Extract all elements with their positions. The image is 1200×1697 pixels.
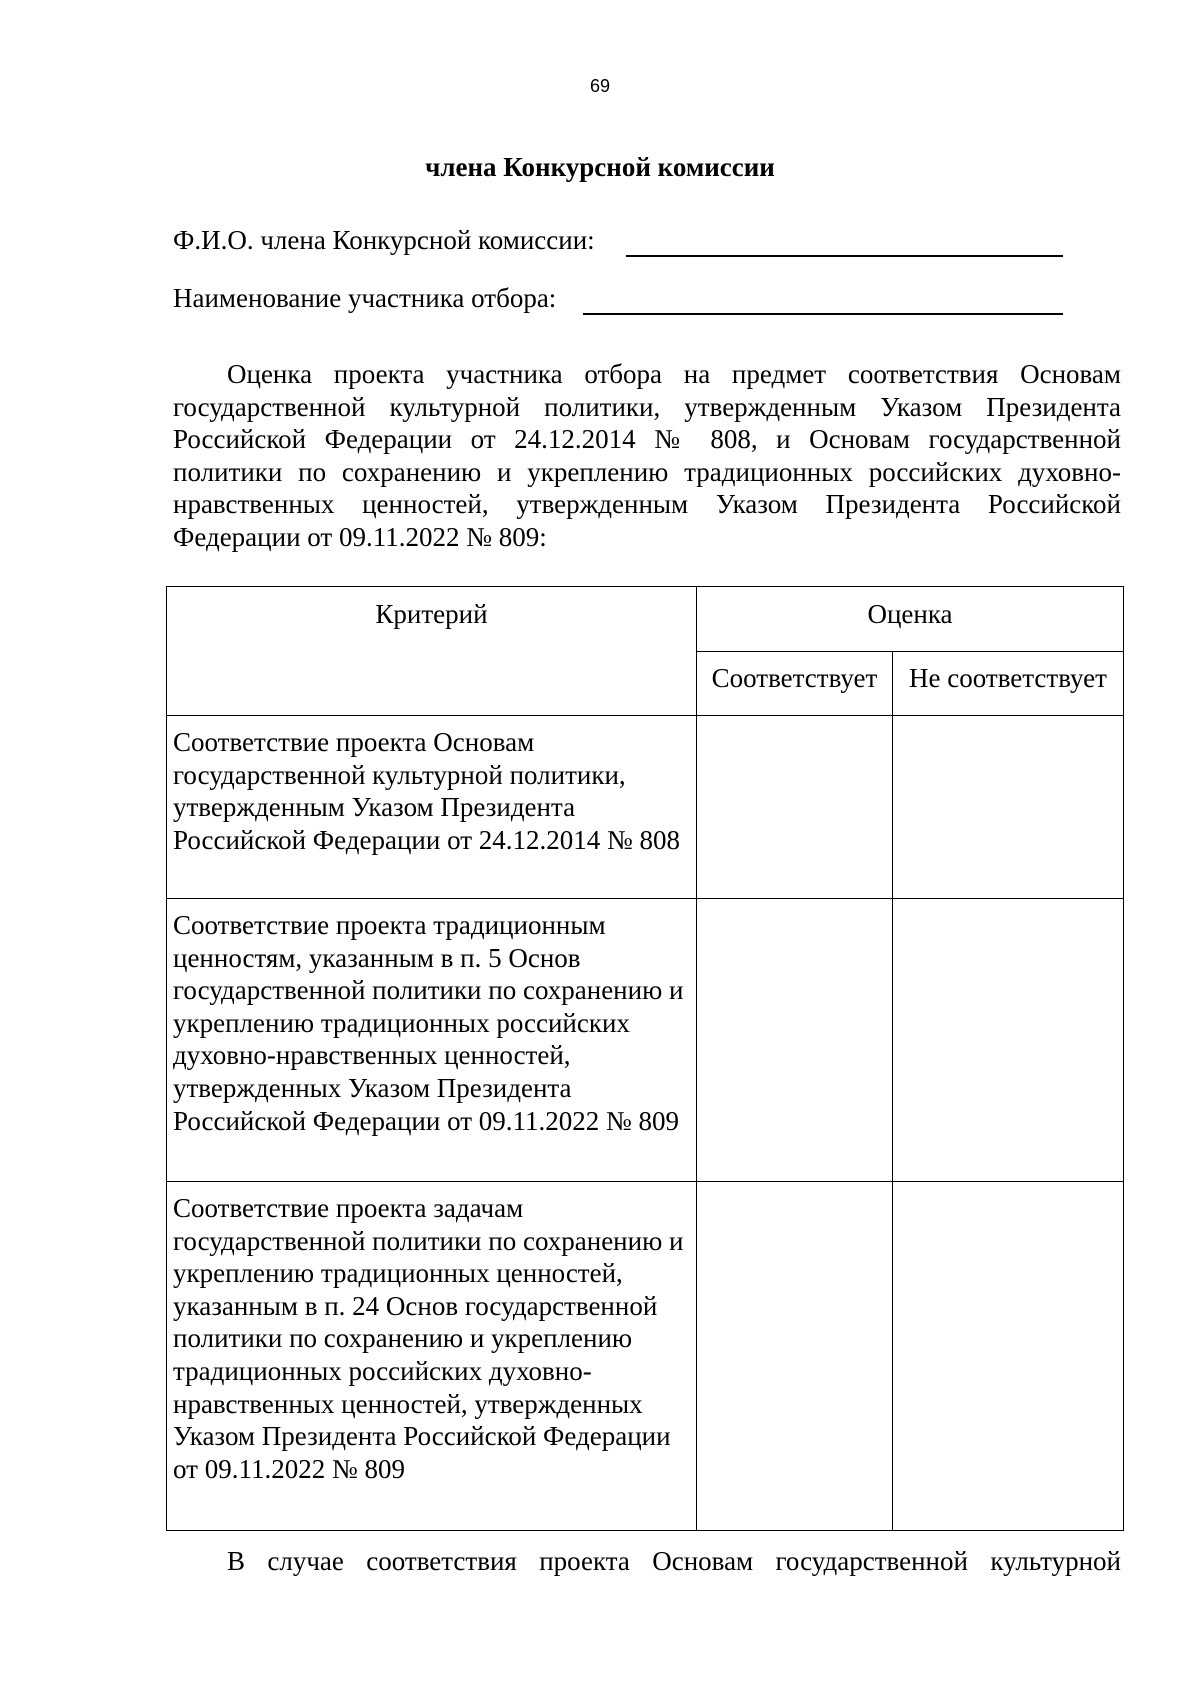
complies-cell[interactable] (697, 716, 893, 899)
header-assessment: Оценка (697, 587, 1124, 652)
participant-blank-line[interactable] (583, 313, 1063, 315)
intro-paragraph: Оценка проекта участника отбора на предмет соответствия Основам государственной культурной политики, утвержденным Указом Президента Российской Федерации от 24.12.2014 № 808, и Основам государственной политики по сохранению и укреплению традиционных российских духовно-нравственных ценностей, утвержденным Указом Президента Российской Федерации от 09.11.2022 № 809: (173, 359, 1121, 552)
table-row (167, 1182, 1124, 1531)
participant-label: Наименование участника отбора: (173, 283, 557, 313)
complies-cell[interactable] (697, 1182, 893, 1531)
closing-paragraph: В случае соответствия проекта Основам государственной культурной (227, 1546, 1121, 1576)
criterion-cell: Соответствие проекта традиционным ценностям, указанным в п. 5 Основ государственной политики по сохранению и укреплению традиционных российских духовно-нравственных ценностей, утвержденных Указом Президента Российской Федерации от 09.11.2022 № 809 (167, 899, 697, 1182)
not-complies-cell[interactable] (893, 716, 1124, 899)
fio-label: Ф.И.О. члена Конкурсной комиссии: (173, 225, 595, 255)
table-row (167, 716, 1124, 899)
criterion-cell: Соответствие проекта Основам государственной культурной политики, утвержденным Указом Президента Российской Федерации от 24.12.2014 № 808 (167, 716, 697, 899)
header-complies: Соответствует (697, 652, 893, 716)
participant-field (173, 283, 556, 314)
table-header-row (167, 587, 1124, 652)
table-row (167, 899, 1124, 1182)
fio-blank-line[interactable] (626, 255, 1063, 257)
criterion-cell: Соответствие проекта задачам государственной политики по сохранению и укреплению традиционных ценностей, указанным в п. 24 Основ государственной политики по сохранению и укреплению традиционных российских духовно-нравственных ценностей, утвержденных Указом Президента Российской Федерации от 09.11.2022 № 809 (167, 1182, 697, 1531)
header-not-complies: Не соответствует (893, 652, 1124, 716)
section-heading: члена Конкурсной комиссии (425, 152, 775, 182)
header-criterion: Критерий (167, 587, 697, 716)
not-complies-cell[interactable] (893, 1182, 1124, 1531)
not-complies-cell[interactable] (893, 899, 1124, 1182)
complies-cell[interactable] (697, 899, 893, 1182)
criteria-table (166, 586, 1124, 1531)
page-number: 69 (589, 76, 611, 96)
fio-field (173, 225, 595, 256)
